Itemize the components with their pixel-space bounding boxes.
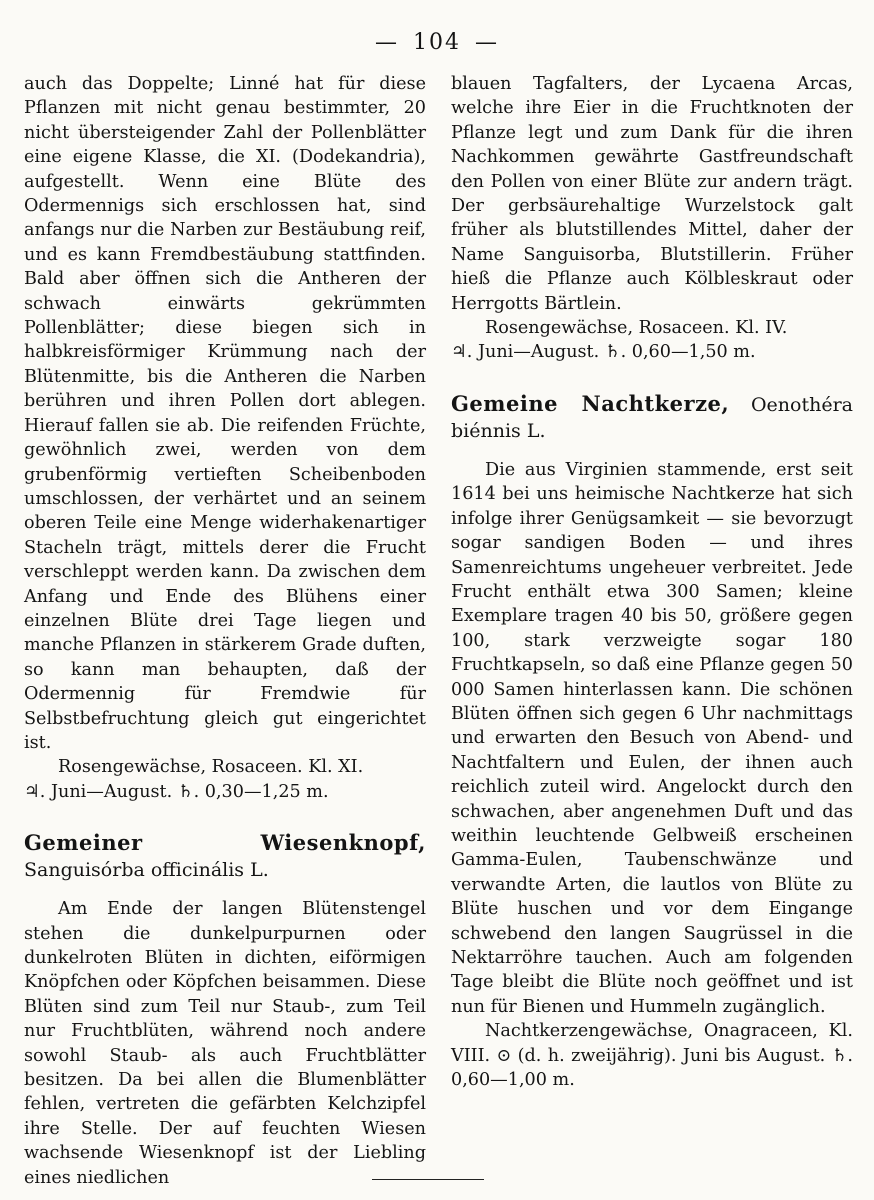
right-classification-block: Nachtkerzengewächse, Onagraceen, Kl. VIII. ⊙ (d. h. zweijährig). Juni bis August. ♄. 0,60—1,00 m. bbox=[451, 1021, 853, 1091]
heading-german-name: Gemeiner Wiesenknopf, bbox=[24, 830, 426, 856]
heading-latin-name: Oenothéra biénnis L. bbox=[451, 393, 853, 442]
dash-right: — bbox=[475, 30, 499, 55]
species-heading-wiesenknopf bbox=[24, 830, 426, 883]
left-classification-line: Rosengewächse, Rosaceen. Kl. XI. bbox=[58, 757, 364, 778]
dash-left: — bbox=[375, 30, 399, 55]
left-body-paragraph: Am Ende der langen Blütenstengel stehen die dunkelpurpurnen oder dunkelroten Blüten in dichten, eiförmigen Knöpfchen oder Köpfchen beisammen. Diese Blüten sind zum Teil nur Staub-, zum Teil nur Fruchtblüten, während noch andere sowohl Staub- als auch Fruchtblätter besitzen. Da bei allen die Blumenblätter fehlen, vertreten die gefärbten Kelchzipfel ihre Stelle. Der auf feuchten Wiesen wachsende Wiesenknopf ist der Liebling eines niedlichen bbox=[24, 899, 426, 1188]
right-continuation-paragraph: blauen Tagfalters, der Lycaena Arcas, welche ihre Eier in die Fruchtknoten der Pflanze legt und zum Dank für die ihren Nachkommen gewährte Gastfreundschaft den Pollen von einer Blüte zur andern trägt. Der gerbsäurehaltige Wurzelstock galt früher als blutstillendes Mittel, daher der Name Sanguisorba, Blutstillerin. Früher hieß die Pflanze auch Kölbleskraut oder Herrgotts Bärtlein. bbox=[451, 74, 853, 314]
left-flowering-line: ♃. Juni—August. ♄. 0,30—1,25 m. bbox=[24, 781, 329, 802]
right-body-paragraph: Die aus Virginien stammende, erst seit 1614 bei uns heimische Nachtkerze hat sich infolge ihrer Genügsamkeit — sie bevorzugt sogar sandigen Boden — und ihres Samenreichtums ungeheuer verbreitet. Jede Frucht enthält etwa 300 Samen; kleine Exemplare tragen 40 bis 50, größere gegen 100, stark verzweigte sogar 180 Fruchtkapseln, so daß eine Pflanze gegen 50 000 Samen hinterlassen kann. Die schönen Blüten öffnen sich gegen 6 Uhr nachmittags und erwarten den Besuch von Abend- und Nachtfaltern und Eulen, der ihnen auch reichlich zuteil wird. Angelockt durch den schwachen, aber angenehmen Duft und das weithin leuchtende Gelbweiß erscheinen Gamma-Eulen, Taubenschwänze und verwandte Arten, die lautlos von Blüte zu Blüte huschen und vor dem Eingange schwebend den langen Saugrüssel in die Nektarröhre tauchen. Auch am folgenden Tage bleibt die Blüte noch geöffnet und ist nun für Bienen und Hummeln zugänglich. bbox=[451, 459, 853, 1017]
heading-latin-name: Sanguisórba officinális L. bbox=[24, 859, 269, 882]
spacer bbox=[24, 804, 426, 830]
species-heading-nachtkerze bbox=[451, 391, 853, 444]
spacer bbox=[24, 883, 426, 897]
page-number-value: 104 bbox=[413, 30, 461, 55]
right-column bbox=[451, 72, 853, 1092]
spacer bbox=[451, 365, 853, 391]
heading-german-name: Gemeine Nachtkerze, bbox=[451, 390, 730, 416]
right-classification-line: Rosengewächse, Rosaceen. Kl. IV. bbox=[485, 318, 788, 339]
left-column bbox=[24, 72, 426, 1190]
page-number bbox=[0, 30, 874, 55]
footer-rule bbox=[372, 1179, 484, 1180]
right-flowering-line: ♃. Juni—August. ♄. 0,60—1,50 m. bbox=[451, 342, 756, 363]
left-continuation-paragraph: auch das Doppelte; Linné hat für diese Pflanzen mit nicht genau bestimmter, 20 nicht übersteigender Zahl der Pollenblätter eine eigene Klasse, die XI. (Dodekandria), aufgestellt. Wenn eine Blüte des Odermennigs sich erschlossen hat, sind anfangs nur die Narben zur Bestäubung reif, und es kann Fremdbestäubung stattfinden. Bald aber öffnen sich die Antheren der schwach einwärts gekrümmten Pollenblätter; diese biegen sich in halbkreisförmiger Krümmung nach der Blütenmitte, bis die Antheren die Narben berühren und ihren Pollen dort ablegen. Hierauf fallen sie ab. Die reifenden Früchte, gewöhnlich zwei, werden von dem grubenförmig vertieften Scheibenboden umschlossen, der verhärtet und an seinem oberen Teile eine Menge widerhakenartiger Stacheln trägt, mittels derer die Frucht verschleppt werden kann. Da zwischen dem Anfang und Ende des Blühens einer einzelnen Blüte drei Tage liegen und manche Pflanzen in stärkerem Grade duften, so kann man behaupten, daß der Odermennig für Fremdwie für Selbstbefruchtung gleich gut eingerichtet ist. bbox=[24, 74, 426, 753]
spacer bbox=[451, 444, 853, 458]
